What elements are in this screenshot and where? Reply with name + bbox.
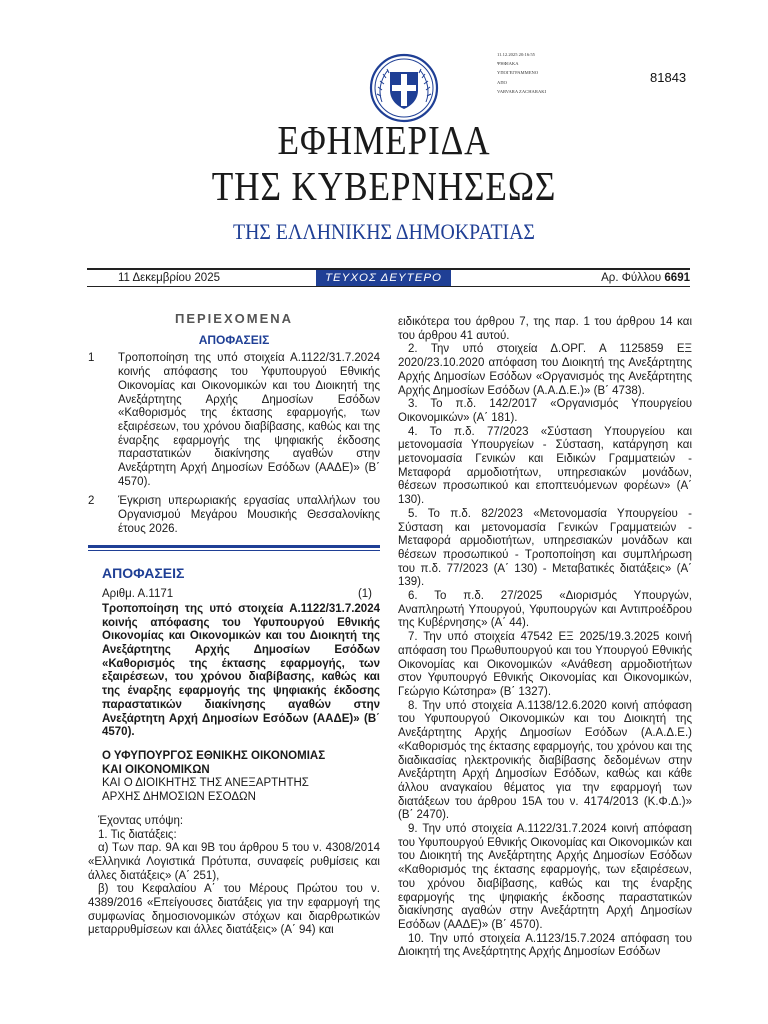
signature-line: VARVARA ZACHARAKI <box>497 88 547 94</box>
decision-sequence: (1) <box>357 588 372 601</box>
provisions-heading: 1. Τις διατάξεις: <box>98 828 177 841</box>
folio-value: 6691 <box>664 272 690 284</box>
digital-signature-stamp <box>497 50 627 96</box>
body-paragraph: α) Των παρ. 9Α και 9Β του άρθρου 5 του ν. 4308/2014 «Ελληνικά Λογιστικά Πρότυπα, συναφείς ρυθμίσεις και άλλες διατάξεις» (Α΄ 251), <box>88 842 380 882</box>
contents-heading: ΠΕΡΙΕΧΟΜΕΝΑ <box>174 311 294 326</box>
section-divider-thick <box>88 545 380 548</box>
decision-title: Τροποποίηση της υπό στοιχεία Α.1122/31.7.2024 κοινής απόφασης του Υφυπουργού Εθνικής Οικονομίας και Οικονομικών και του Διοικητή της Ανεξάρτητης Αρχής Δημοσίων Εσόδων «Καθορισμός της έκτασης εφαρμογής, των εξαιρέσεων, του χρόνου διαβίβασης, καθώς και της έναρξης εφαρμογής της ψηφιακής έκδοσης παραστατικών διακίνησης αγαθών στην Ανεξάρτητη Αρχή Δημοσίων Εσόδων (ΑΑΔΕ)» (Β΄ 4570). <box>102 602 380 739</box>
issue-date: 11 Δεκεμβρίου 2025 <box>118 272 220 284</box>
signature-line: ΨΗΦΙΑΚΑ <box>497 61 519 67</box>
body-paragraph: 2. Την υπό στοιχεία Δ.ΟΡΓ. Α 1125859 ΕΞ 2020/23.10.2020 απόφαση του Διοικητή της Ανεξάρτητης Αρχής Δημοσίων Εσόδων «Οργανισμός της Ανεξάρτητης Αρχής Δημοσίων Εσόδων (Α.Α.Δ.Ε.)» (Β΄ 4738). <box>398 343 692 397</box>
decisions-heading: ΑΠΟΦΑΣΕΙΣ <box>102 564 185 581</box>
governor-line: ΑΡΧΗΣ ΔΗΜΟΣΙΩΝ ΕΣΟΔΩΝ <box>102 791 256 804</box>
considering-intro: Έχοντας υπόψη: <box>98 814 184 827</box>
body-paragraph: 8. Την υπό στοιχεία Α.1138/12.6.2020 κοινή απόφαση του Υφυπουργού Οικονομικών και του Διοικητή της Ανεξάρτητης Αρχής Δημοσίων Εσόδων (Α.Α.Δ.Ε.) «Καθορισμός της έκτασης εφαρμογής, του χρόνου και της διαδικασίας ηλεκτρονικής διαβίβασης δεδομένων στην Ανεξάρτητη Αρχή Δημοσίων Εσόδων, καθώς και κάθε άλλου αναγκαίου θέματος για την εφαρμογή των διατάξεων του άρθρου 15Α του ν. 4174/2013 (Κ.Φ.Δ.)» (Β΄ 2470). <box>398 699 692 822</box>
right-column <box>398 316 692 960</box>
minister-line: ΚΑΙ ΟΙΚΟΝΟΜΙΚΩΝ <box>102 763 210 776</box>
toc-item-number: 1 <box>88 352 95 365</box>
toc-item[interactable] <box>88 495 380 536</box>
minister-line: Ο ΥΦΥΠΟΥΡΓΟΣ ΕΘΝΙΚΗΣ ΟΙΚΟΝΟΜΙΑΣ <box>102 749 326 762</box>
decision-number-row <box>88 588 380 602</box>
folio-label: Αρ. Φύλλου <box>601 272 662 284</box>
masthead-title-line1: ΕΦΗΜΕΡΙΔΑ <box>277 117 491 163</box>
contents-section-heading: ΑΠΟΦΑΣΕΙΣ <box>198 332 270 347</box>
governor-line: ΚΑΙ Ο ΔΙΟΙΚΗΤΗΣ ΤΗΣ ΑΝΕΞΑΡΤΗΤΗΣ <box>102 777 309 790</box>
toc-item-text: Έγκριση υπερωριακής εργασίας υπαλλήλων του Οργανισμού Μεγάρου Μουσικής Θεσσαλονίκης έτους 2026. <box>118 495 380 535</box>
governor-title <box>88 777 380 804</box>
issue-series-badge: ΤΕΥΧΟΣ ΔΕΥΤΕΡΟ <box>316 270 451 286</box>
left-column <box>88 312 380 938</box>
signature-line: 11.12.2025 20:16:55 <box>497 52 535 57</box>
folio-number <box>560 270 690 286</box>
body-paragraph: 4. Το π.δ. 77/2023 «Σύσταση Υπουργείου και μετονομασία Υπουργείων - Σύσταση, κατάργηση και μετονομασία Γενικών και Ειδικών Γραμματειών - Μεταφορά αρμοδιοτήτων, υπηρεσιακών μονάδων, θέσεων προσωπικού και εποπτευόμενων φορέων» (Α΄ 130). <box>398 425 692 507</box>
header-rule-bottom <box>87 286 690 287</box>
section-divider-thin <box>88 550 380 551</box>
signature-line: ΑΠΟ <box>497 79 507 85</box>
body-paragraph: 10. Την υπό στοιχεία Α.1123/15.7.2024 απόφαση του Διοικητή της Ανεξάρτητης Αρχής Δημοσίων Εσόδων <box>398 932 692 959</box>
toc-item-number: 2 <box>88 495 95 508</box>
toc-item[interactable] <box>88 352 380 489</box>
body-paragraph: 9. Την υπό στοιχεία Α.1122/31.7.2024 κοινή απόφαση του Υφυπουργού Εθνικής Οικονομίας και Οικονομικών και του Διοικητή της Ανεξάρτητης Αρχής Δημοσίων Εσόδων «Καθορισμός της έκτασης εφαρμογής, των εξαιρέσεων, του χρόνου διαβίβασης, καθώς και της έναρξης εφαρμογής της ψηφιακής έκδοσης παραστατικών διακίνησης αγαθών στην Ανεξάρτητη Αρχή Δημοσίων Εσόδων (ΑΑΔΕ)» (Β΄ 4570). <box>398 823 692 931</box>
body-paragraph: ειδικότερα του άρθρου 7, της παρ. 1 του άρθρου 14 και του άρθρου 41 αυτού. <box>398 316 692 342</box>
coat-of-arms-emblem <box>368 52 440 124</box>
body-paragraph: 3. Το π.δ. 142/2017 «Οργανισμός Υπουργείου Οικονομικών» (Α΄ 181). <box>398 398 692 424</box>
page-number: 81843 <box>650 70 687 85</box>
toc-item-text: Τροποποίηση της υπό στοιχεία Α.1122/31.7.2024 κοινής απόφασης του Υφυπουργού Εθνικής Οικονομίας και Οικονομικών και του Διοικητή της Ανεξάρτητης Αρχής Δημοσίων Εσόδων «Καθορισμός της έκτασης εφαρμογής, των εξαιρέσεων, του χρόνου διαβίβασης, καθώς και της έναρξης εφαρμογής της ψηφιακής έκδοσης παραστατικών διακίνησης αγαθών στην Ανεξάρτητη Αρχή Δημοσίων Εσόδων (ΑΑΔΕ)» (Β΄ 4570). <box>118 352 380 488</box>
signature-line: ΥΠΟΓΕΓΡΑΜΜΕΝΟ <box>497 70 539 76</box>
body-paragraph: 5. Το π.δ. 82/2023 «Μετονομασία Υπουργείου - Σύσταση και μετονομασία Γενικών Γραμματειών - Μεταφορά αρμοδιοτήτων, υπηρεσιακών μονάδων και θέσεων προσωπικού - Τροποποίηση και συμπλήρωση του π.δ. 77/2023 (Α΄ 130) - Μεταβατικές διατάξεις» (Α΄ 139). <box>398 507 692 589</box>
body-paragraph: 6. Το π.δ. 27/2025 «Διορισμός Υπουργών, Αναπληρωτή Υπουργού, Υφυπουργών και Αντιπροέδρου της Κυβέρνησης» (Α΄ 44). <box>398 590 692 630</box>
body-paragraph: β) του Κεφαλαίου Α΄ του Μέρους Πρώτου του ν. 4389/2016 «Επείγουσες διατάξεις για την εφαρμογή της συμφωνίας δημοσιονομικών στόχων και διαρθρωτικών μεταρρυθμίσεων και άλλες διατάξεις» (Α΄ 94) και <box>88 883 380 937</box>
masthead-title-line2: ΤΗΣ ΚΥΒΕΡΝΗΣΕΩΣ <box>211 163 557 209</box>
decision-number: Αριθμ. Α.1171 <box>102 588 174 601</box>
masthead-subtitle: ΤΗΣ ΕΛΛΗΝΙΚΗΣ ΔΗΜΟΚΡΑΤΙΑΣ <box>233 219 535 244</box>
body-paragraph: 7. Την υπό στοιχεία 47542 ΕΞ 2025/19.3.2025 κοινή απόφαση του Πρωθυπουργού και του Υπουργού Εθνικής Οικονομίας και Οικονομικών «Ανάθεση αρμοδιοτήτων στον Υφυπουργό Εθνικής Οικονομίας και Οικονομικών, Γεώργιο Κώτσηρα» (Β΄ 1327). <box>398 631 692 698</box>
minister-title <box>88 750 380 777</box>
